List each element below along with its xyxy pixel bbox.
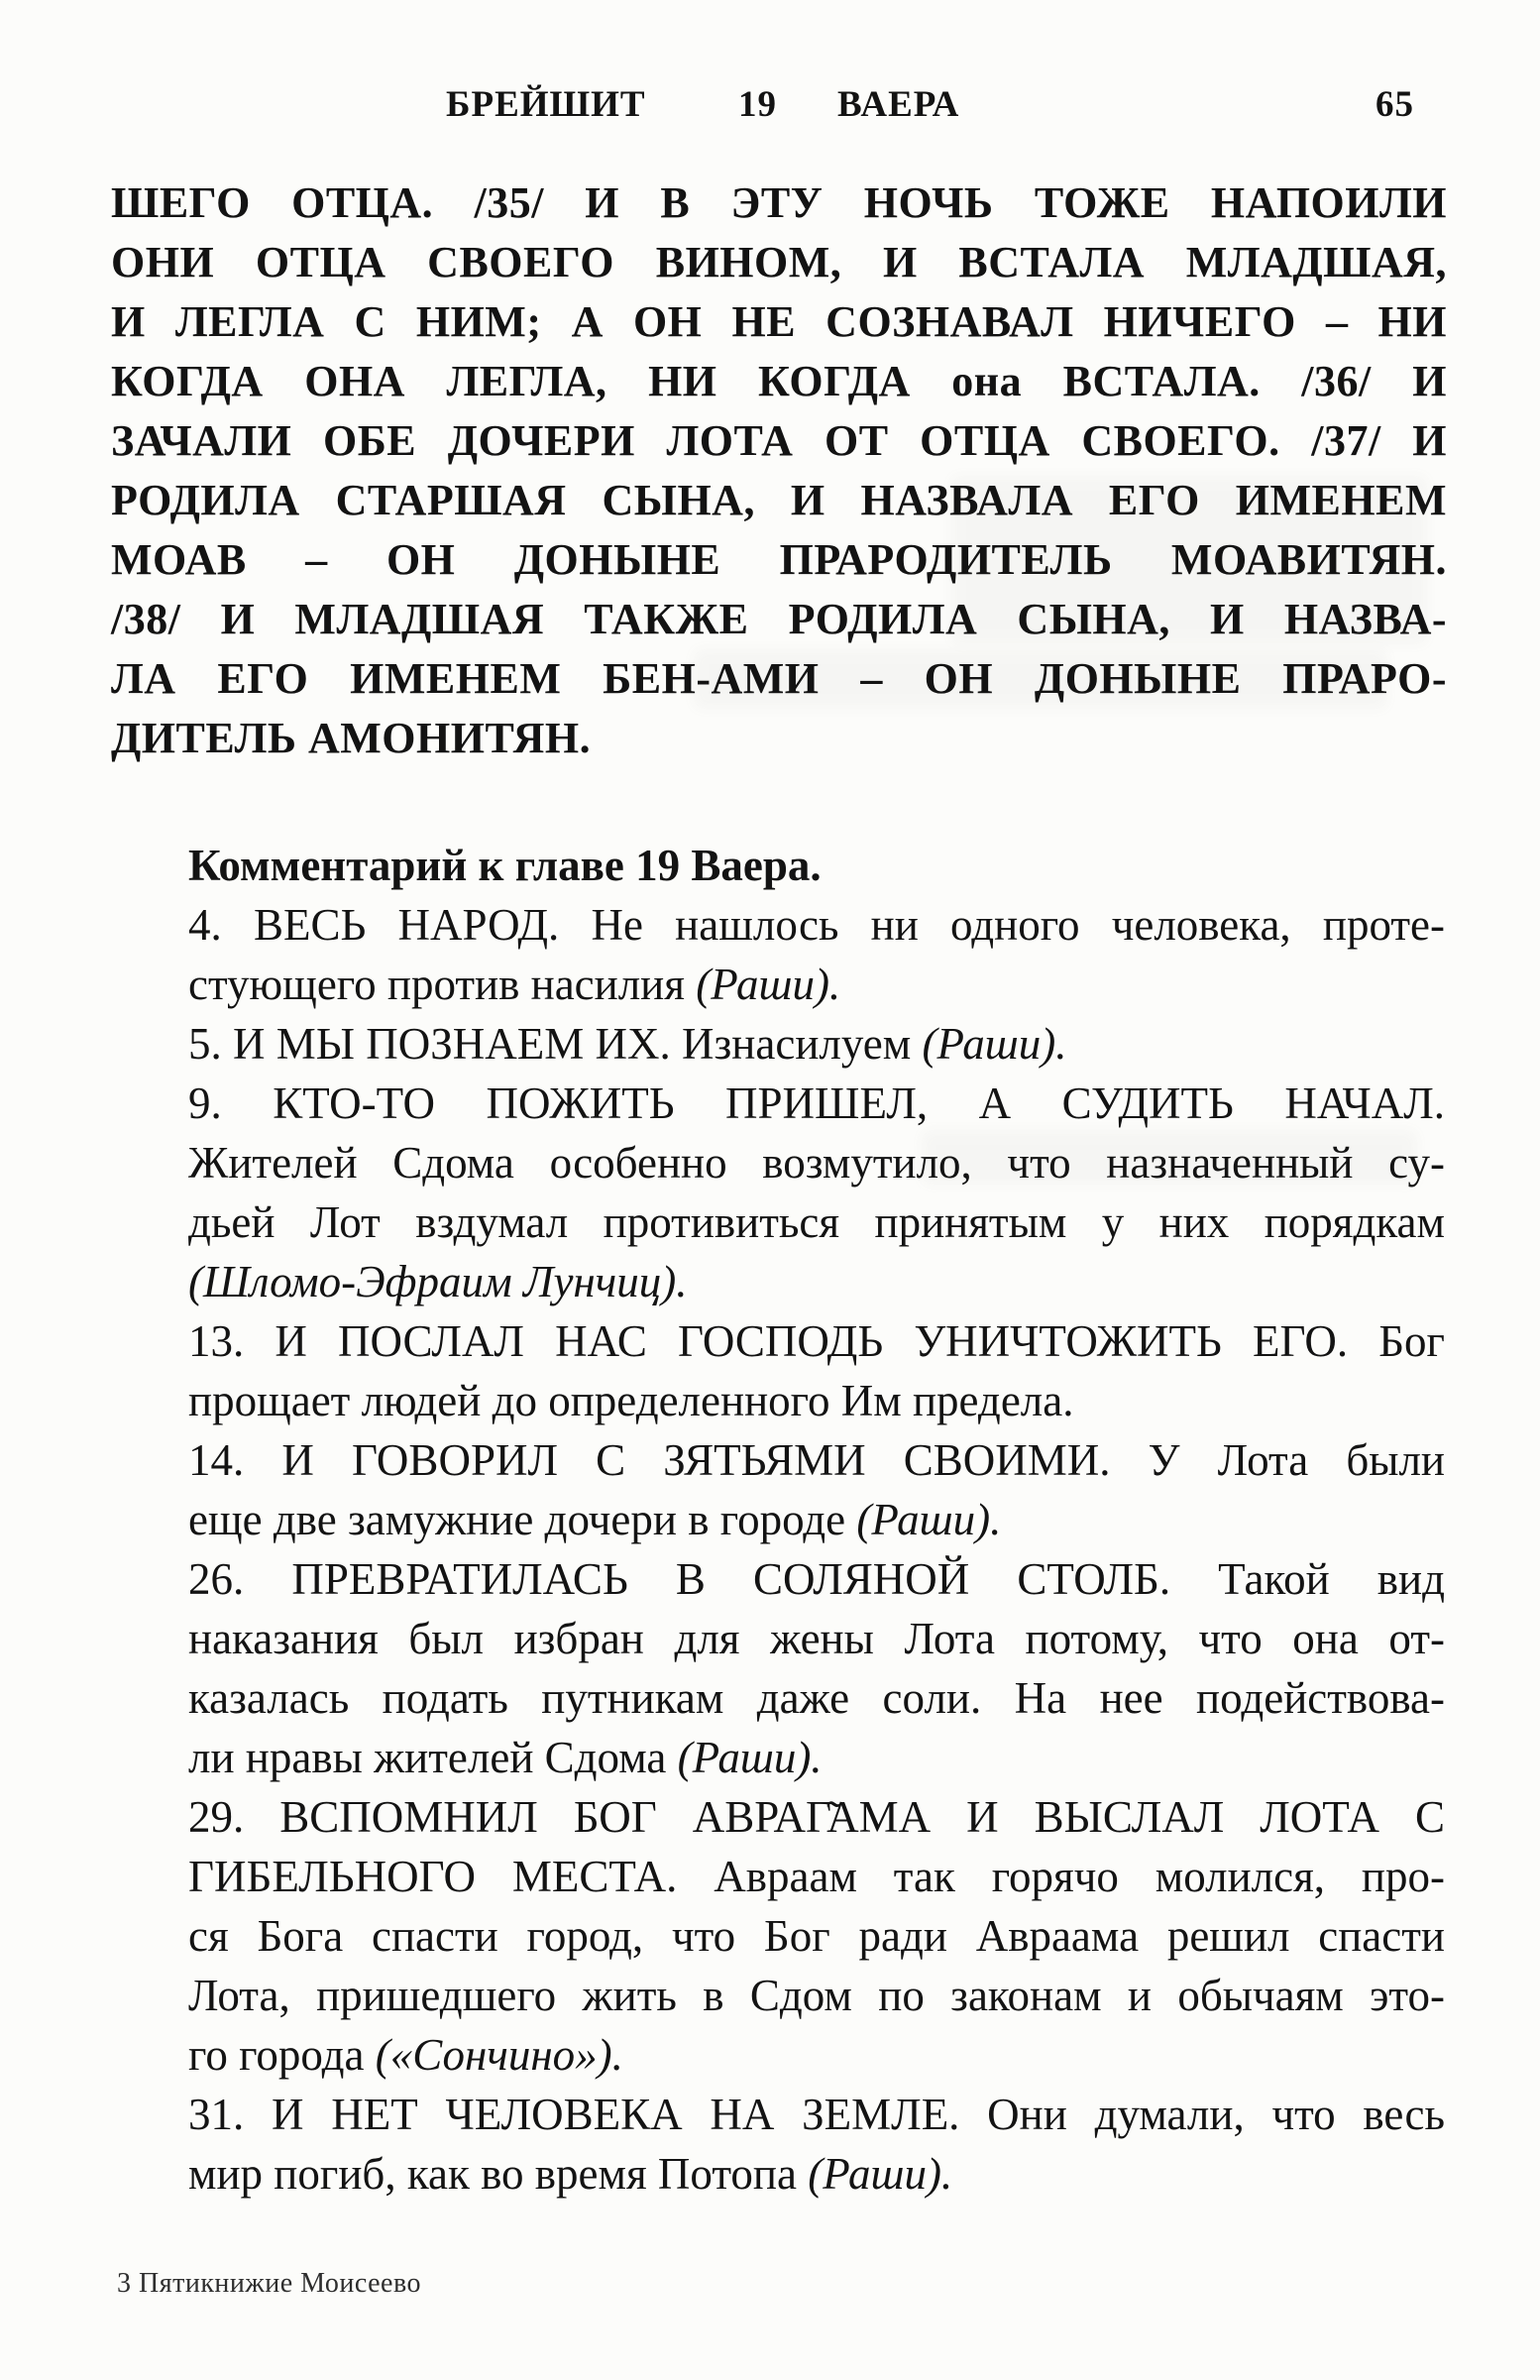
text-line (111, 649, 1447, 709)
commentary-paragraph (188, 895, 1445, 1014)
text-segment: мир погиб, как во время Потопа (188, 2149, 809, 2199)
text-line (111, 173, 1447, 233)
page-number: 65 (1375, 84, 1414, 125)
text-line (188, 1847, 1445, 1906)
text-line (188, 1311, 1445, 1371)
text-segment: Жителей Сдома особенно возмутило, что назначенный су- (188, 1138, 1445, 1188)
text-segment: 29. ВСПОМНИЛ БОГ АВРАГ̃АМА И ВЫСЛАЛ ЛОТА С (188, 1792, 1445, 1842)
source-citation: (Шломо-Эфраим Лунчиц). (188, 1257, 688, 1306)
running-head-book-title: БРЕЙШИТ (446, 84, 646, 125)
text-line (188, 1192, 1445, 1252)
text-line (111, 530, 1447, 590)
text-line (188, 1371, 1445, 1430)
source-citation: (Раши). (677, 1733, 823, 1782)
source-citation: («Сончино»). (375, 2030, 623, 2080)
commentary-paragraph (188, 1014, 1445, 1074)
text-segment: Лота, пришедшего жить в Сдом по законам и обычаям это- (188, 1971, 1445, 2020)
text-segment: ЗАЧАЛИ ОБЕ ДОЧЕРИ ЛОТА ОТ ОТЦА СВОЕГО. /37/ И (111, 416, 1447, 465)
verse-text-block (111, 173, 1447, 768)
text-line (111, 709, 1447, 768)
text-line (111, 471, 1447, 530)
text-segment: РОДИЛА СТАРШАЯ СЫНА, И НАЗВАЛА ЕГО ИМЕНЕМ (111, 476, 1447, 524)
source-citation: (Раши). (808, 2149, 953, 2199)
text-segment: 4. ВЕСЬ НАРОД. Не нашлось ни одного человека, проте- (188, 900, 1445, 950)
text-segment: казалась подать путникам даже соли. На нее подействова- (188, 1673, 1445, 1723)
text-line (188, 1430, 1445, 1490)
commentary-block (188, 836, 1445, 2204)
text-line (188, 2144, 1445, 2204)
text-segment: прощает людей до определенного Им предела. (188, 1376, 1074, 1425)
text-line (188, 1133, 1445, 1192)
text-segment: 5. И МЫ ПОЗНАЕМ ИХ. Изнасилуем (188, 1019, 923, 1069)
footer-imprint: 3 Пятикнижие Моисеево (117, 2268, 421, 2299)
commentary-heading: Комментарий к главе 19 Ваера. (188, 841, 822, 890)
text-segment: дьей Лот вздумал противиться принятым у них порядкам (188, 1197, 1445, 1247)
text-line (111, 292, 1447, 352)
source-citation: (Раши). (856, 1495, 1002, 1544)
text-line (188, 1014, 1445, 1074)
text-line (188, 895, 1445, 955)
text-segment: еще две замужние дочери в городе (188, 1495, 857, 1544)
text-segment: 13. И ПОСЛАЛ НАС ГОСПОДЬ УНИЧТОЖИТЬ ЕГО. Бог (188, 1316, 1445, 1366)
commentary-paragraph (188, 1074, 1445, 1311)
text-segment: ОНИ ОТЦА СВОЕГО ВИНОМ, И ВСТАЛА МЛАДШАЯ, (111, 238, 1447, 286)
commentary-paragraph (188, 1430, 1445, 1549)
text-line (111, 352, 1447, 411)
commentary-paragraph (188, 1549, 1445, 1787)
text-segment: ЛА ЕГО ИМЕНЕМ БЕН-АМИ – ОН ДОНЫНЕ ПРАРО- (111, 654, 1447, 703)
text-segment: /38/ И МЛАДШАЯ ТАКЖЕ РОДИЛА СЫНА, И НАЗВА- (111, 595, 1447, 643)
commentary-paragraph (188, 1787, 1445, 2085)
commentary-paragraph (188, 2085, 1445, 2204)
text-line (188, 1074, 1445, 1133)
text-line (188, 1728, 1445, 1787)
text-line (188, 1490, 1445, 1549)
text-segment: ГИБЕЛЬНОГО МЕСТА. Авраам так горячо молился, про- (188, 1852, 1445, 1901)
text-line (188, 1252, 1445, 1311)
text-segment: КОГДА ОНА ЛЕГЛА, НИ КОГДА она ВСТАЛА. /36/ И (111, 357, 1447, 405)
text-segment: го города (188, 2030, 376, 2080)
source-citation: (Раши). (922, 1019, 1067, 1069)
text-line (188, 955, 1445, 1014)
text-line (111, 590, 1447, 649)
text-line (188, 1787, 1445, 1847)
source-citation: (Раши). (696, 960, 841, 1009)
text-segment: 14. И ГОВОРИЛ С ЗЯТЬЯМИ СВОИМИ. У Лота были (188, 1435, 1445, 1485)
text-segment: МОАВ – ОН ДОНЫНЕ ПРАРОДИТЕЛЬ МОАВИТЯН. (111, 535, 1447, 584)
text-line (111, 233, 1447, 292)
text-segment: И ЛЕГЛА С НИМ; А ОН НЕ СОЗНАВАЛ НИЧЕГО – НИ (111, 297, 1447, 346)
text-segment: 31. И НЕТ ЧЕЛОВЕКА НА ЗЕМЛЕ. Они думали, что весь (188, 2090, 1445, 2139)
text-line (188, 1668, 1445, 1728)
text-segment: ся Бога спасти город, что Бог ради Авраама решил спасти (188, 1911, 1445, 1961)
text-segment: ШЕГО ОТЦА. /35/ И В ЭТУ НОЧЬ ТОЖЕ НАПОИЛИ (111, 178, 1447, 227)
text-line (188, 1609, 1445, 1668)
text-line (111, 411, 1447, 471)
text-segment: стующего против насилия (188, 960, 697, 1009)
text-line (188, 1549, 1445, 1609)
text-line (188, 1906, 1445, 1966)
text-segment: ДИТЕЛЬ АМОНИТЯН. (111, 714, 592, 762)
text-line (188, 2085, 1445, 2144)
commentary-paragraph (188, 1311, 1445, 1430)
running-head-parsha-title: ВАЕРА (837, 84, 960, 125)
text-segment: ли нравы жителей Сдома (188, 1733, 678, 1782)
text-line (188, 2025, 1445, 2085)
running-head-chapter: 19 (738, 84, 777, 125)
text-segment: 9. КТО-ТО ПОЖИТЬ ПРИШЕЛ, А СУДИТЬ НАЧАЛ. (188, 1078, 1445, 1128)
text-segment: наказания был избран для жены Лота потому, что она от- (188, 1614, 1445, 1663)
text-line (188, 1966, 1445, 2025)
text-segment: 26. ПРЕВРАТИЛАСЬ В СОЛЯНОЙ СТОЛБ. Такой вид (188, 1554, 1445, 1604)
